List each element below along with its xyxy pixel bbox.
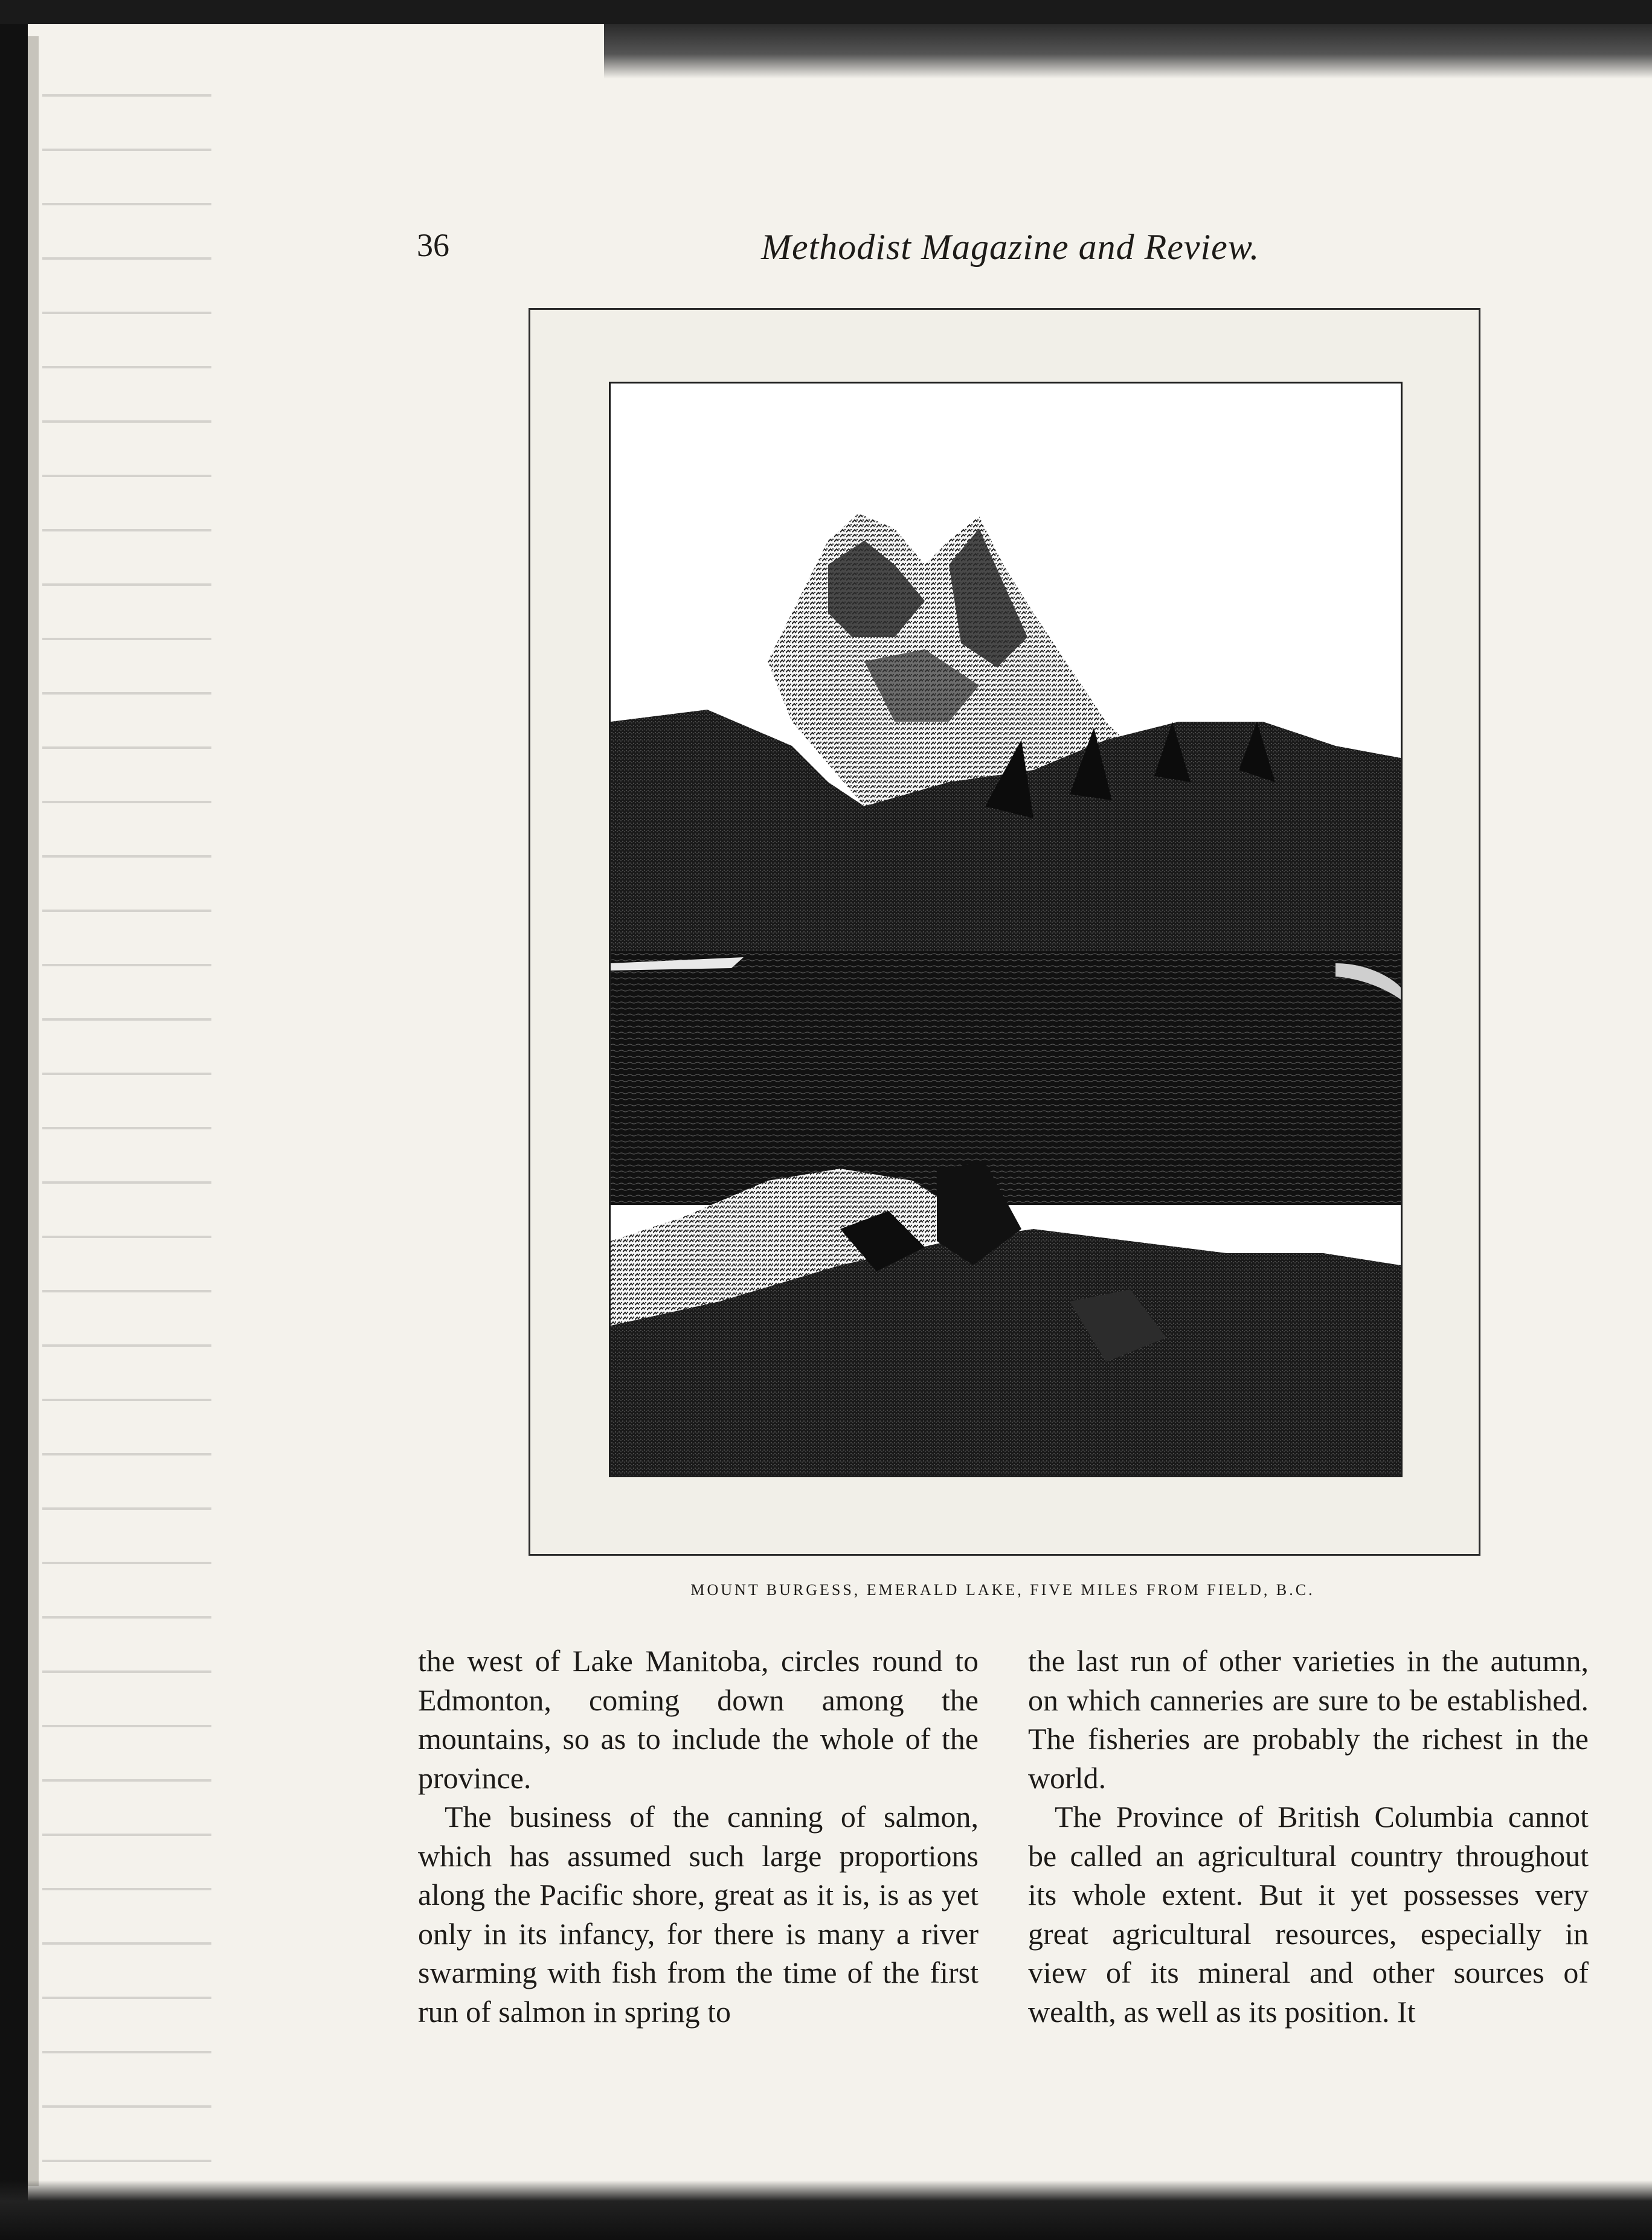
page-number: 36 bbox=[417, 227, 449, 263]
scan-bottom-edge bbox=[0, 2180, 1652, 2240]
text-column-left bbox=[418, 1641, 979, 2031]
running-header bbox=[417, 226, 1299, 275]
paragraph: the west of Lake Manitoba, circles round to Edmonton, coming down among the mountains, so as to include the whole of the province. bbox=[418, 1644, 979, 1795]
text-column-right bbox=[1028, 1641, 1589, 2031]
illustration-caption: MOUNT BURGESS, EMERALD LAKE, FIVE MILES FROM FIELD, B.C. bbox=[690, 1581, 1315, 1599]
mountain-lake-photograph bbox=[609, 382, 1403, 1477]
running-title: Methodist Magazine and Review. bbox=[761, 227, 1260, 267]
paragraph: the last run of other varieties in the autumn, on which canneries are sure to be established. The fisheries are probably the richest in the world. bbox=[1028, 1644, 1589, 1795]
scan-binding-gutter bbox=[28, 36, 39, 2186]
scan-top-edge bbox=[0, 0, 1652, 24]
scan-binding-marks bbox=[42, 72, 211, 2162]
scan-spine-edge bbox=[0, 0, 28, 2240]
mountain-lake-engraving bbox=[611, 383, 1401, 1475]
paragraph: The Province of British Columbia cannot be called an agricultural country throughout its whole extent. But it yet possesses very great agricultural resources, especially in view of its mineral and other sources of wealth, as well as its position. It bbox=[1028, 1800, 1589, 2029]
paragraph: The business of the canning of salmon, which has assumed such large proportions along the Pacific shore, great as it is, is as yet only in its infancy, for there is many a river swarming with fish from the time of the first run of salmon in spring to bbox=[418, 1800, 979, 2029]
scan-top-shadow bbox=[604, 24, 1652, 79]
